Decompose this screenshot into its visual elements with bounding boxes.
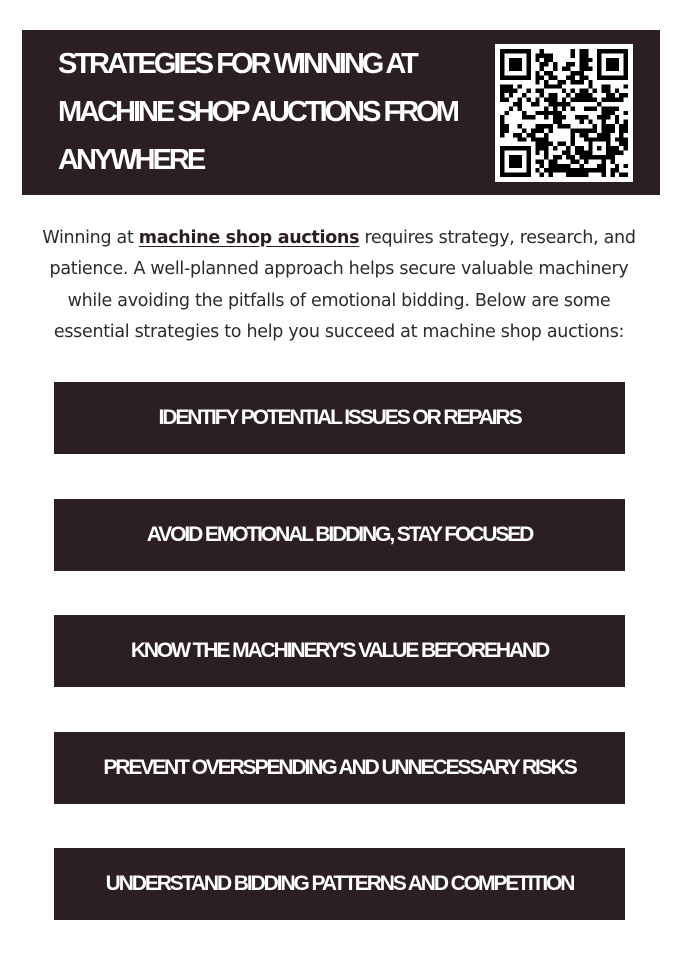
strategy-item <box>54 499 625 571</box>
strategy-label: IDENTIFY POTENTIAL ISSUES OR REPAIRS <box>158 406 521 429</box>
strategy-list <box>54 382 625 965</box>
strategy-item <box>54 732 625 804</box>
strategy-item <box>54 848 625 920</box>
strategy-label: UNDERSTAND BIDDING PATTERNS AND COMPETITION <box>105 872 574 895</box>
intro-text-before: Winning at <box>42 228 139 248</box>
intro-paragraph <box>30 223 648 348</box>
strategy-label: AVOID EMOTIONAL BIDDING, STAY FOCUSED <box>146 522 533 546</box>
machine-shop-auctions-link[interactable]: machine shop auctions <box>138 228 360 248</box>
header-banner <box>22 30 660 195</box>
intro-text-after: requires strategy, research, and patience. A well-planned approach helps secure valuable machinery while avoiding the pitfalls of emotional bidding. Below are some essential strategies to help you succeed at machine shop auctions: <box>49 228 636 342</box>
page-title: STRATEGIES FOR WINNING AT MACHINE SHOP AUCTIONS FROM ANYWHERE <box>58 48 457 176</box>
qr-code-icon <box>500 49 628 177</box>
strategy-label: PREVENT OVERSPENDING AND UNNECESSARY RISKS <box>103 755 576 779</box>
strategy-item <box>54 382 625 454</box>
qr-code[interactable] <box>495 44 633 182</box>
strategy-label: KNOW THE MACHINERY'S VALUE BEFOREHAND <box>130 639 549 662</box>
strategy-item <box>54 615 625 687</box>
